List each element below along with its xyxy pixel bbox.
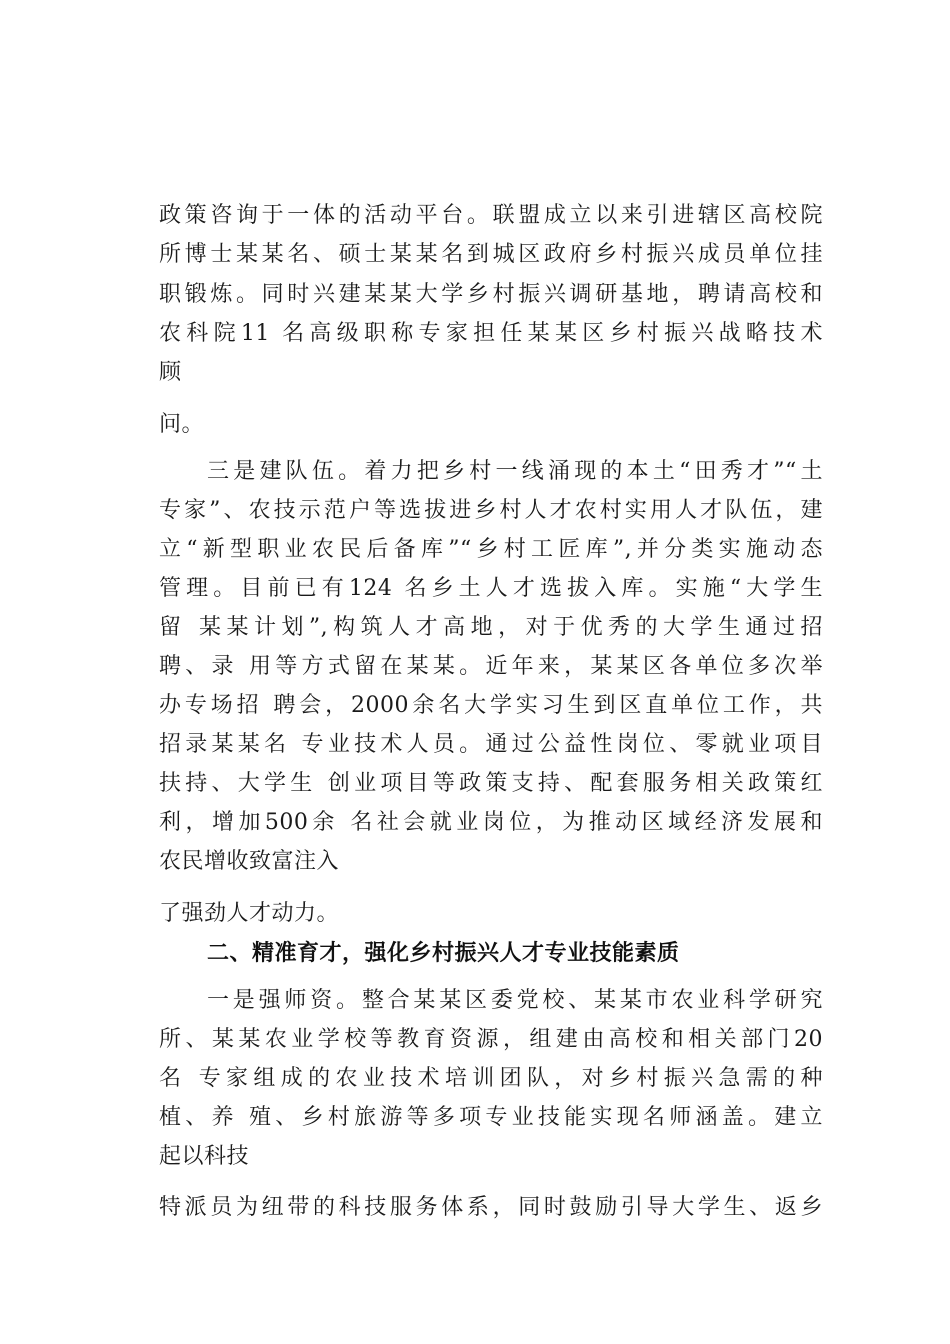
paragraph-line: 起以科技 xyxy=(159,1144,250,1169)
paragraph-line: 职锻炼。同时兴建某某大学乡村振兴调研基地，聘请高校和 xyxy=(159,282,823,307)
paragraph-line: 了强劲人才动力。 xyxy=(159,901,340,926)
paragraph-line: 农科院11 名高级职称专家担任某某区乡村振兴战略技术 xyxy=(159,321,823,346)
paragraph-line: 所博士某某名、硕士某某名到城区政府乡村振兴成员单位挂 xyxy=(159,242,823,267)
paragraph-line: 问。 xyxy=(159,412,205,437)
paragraph-line: 利，增加500余 名社会就业岗位，为推动区域经济发展和 xyxy=(159,810,823,835)
paragraph-line: 顾 xyxy=(159,360,182,385)
paragraph-line: 留 某某计划”,构筑人才高地，对于优秀的大学生通过招 xyxy=(159,615,823,640)
paragraph-line: 专家”、农技示范户等选拔进乡村人才农村实用人才队伍，建 xyxy=(159,498,823,523)
paragraph-line: 政策咨询于一体的活动平台。联盟成立以来引进辖区高校院 xyxy=(159,203,823,228)
paragraph-line: 所、某某农业学校等教育资源，组建由高校和相关部门20 xyxy=(159,1027,823,1052)
paragraph-line: 植、养 殖、乡村旅游等多项专业技能实现名师涵盖。建立 xyxy=(159,1105,823,1130)
paragraph-line: 聘、录 用等方式留在某某。近年来，某某区各单位多次举 xyxy=(159,654,823,679)
paragraph-line: 三是建队伍。着力把乡村一线涌现的本土“田秀才”“土 xyxy=(207,459,823,484)
paragraph-line: 一是强师资。整合某某区委党校、某某市农业科学研究 xyxy=(207,988,823,1013)
paragraph-line: 特派员为纽带的科技服务体系，同时鼓励引导大学生、返乡 xyxy=(159,1195,823,1220)
paragraph-line: 管理。目前已有124 名乡土人才选拔入库。实施“大学生 xyxy=(159,576,823,601)
paragraph-line: 名 专家组成的农业技术培训团队，对乡村振兴急需的种 xyxy=(159,1066,823,1091)
paragraph-line: 立“新型职业农民后备库”“乡村工匠库”,并分类实施动态 xyxy=(159,537,823,562)
paragraph-line: 农民增收致富注入 xyxy=(159,849,340,874)
paragraph-line: 办专场招 聘会，2000余名大学实习生到区直单位工作，共 xyxy=(159,693,823,718)
paragraph-line: 招录某某名 专业技术人员。通过公益性岗位、零就业项目 xyxy=(159,732,823,757)
paragraph-line: 扶持、大学生 创业项目等政策支持、配套服务相关政策红 xyxy=(159,771,823,796)
section-heading: 二、精准育才，强化乡村振兴人才专业技能素质 xyxy=(207,941,680,966)
